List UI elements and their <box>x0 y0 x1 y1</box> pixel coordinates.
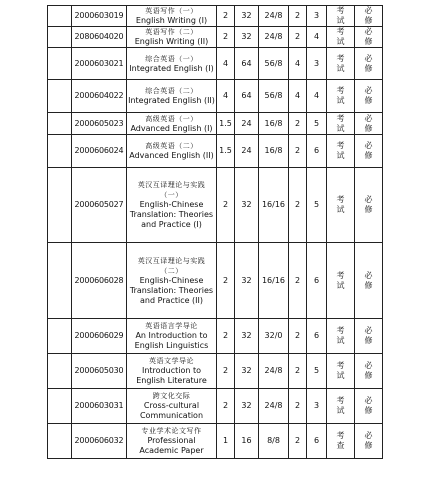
course-name-english: Integrated English (II) <box>128 96 215 105</box>
course-type-cell <box>355 27 383 48</box>
hours-cell: 24 <box>235 113 259 135</box>
semester-cell: 3 <box>307 389 327 424</box>
course-type-text: 必修 <box>364 141 373 160</box>
course-name-chinese: 英语写作（一） <box>145 7 198 15</box>
course-type-text: 必修 <box>364 53 373 73</box>
hours-split-cell: 56/8 <box>259 80 289 113</box>
hours-cell: 32 <box>235 319 259 354</box>
table-row <box>48 6 383 27</box>
exam-type-cell <box>327 135 355 168</box>
exam-type-cell <box>327 243 355 319</box>
table-row <box>48 168 383 243</box>
course-code-cell: 2000606032 <box>72 424 127 459</box>
exam-type-text: 考试 <box>336 195 345 214</box>
exam-type-cell <box>327 80 355 113</box>
blank-cell <box>48 243 72 319</box>
exam-type-text: 考试 <box>336 396 345 415</box>
blank-cell <box>48 80 72 113</box>
semester-cell: 6 <box>307 135 327 168</box>
course-name-chinese: 高级英语（二） <box>145 142 198 150</box>
course-name-english: Advanced English (II) <box>129 151 214 160</box>
value-cell-a: 2 <box>289 168 307 243</box>
course-name-cell <box>127 113 217 135</box>
course-type-cell <box>355 319 383 354</box>
blank-cell <box>48 389 72 424</box>
course-type-cell <box>355 168 383 243</box>
blank-cell <box>48 319 72 354</box>
hours-cell: 24 <box>235 135 259 168</box>
exam-type-text: 考试 <box>336 27 345 46</box>
credit-cell: 2 <box>217 6 235 27</box>
value-cell-a: 2 <box>289 389 307 424</box>
exam-type-cell <box>327 389 355 424</box>
hours-cell: 64 <box>235 80 259 113</box>
course-name-chinese: 英汉互译理论与实践（二） <box>137 256 206 275</box>
exam-type-text: 考试 <box>336 6 345 25</box>
value-cell-a: 4 <box>289 80 307 113</box>
credit-cell: 1.5 <box>217 135 235 168</box>
hours-cell: 16 <box>235 424 259 459</box>
hours-cell: 32 <box>235 243 259 319</box>
hours-split-cell: 56/8 <box>259 48 289 80</box>
course-name-cell <box>127 389 217 424</box>
course-type-cell <box>355 424 383 459</box>
course-name-english: English Writing (I) <box>135 16 208 25</box>
course-name-cell <box>127 319 217 354</box>
course-name-english: English-Chinese Translation: Theories and Practice (I) <box>129 200 214 229</box>
hours-cell: 32 <box>235 354 259 389</box>
course-code-cell: 2000606029 <box>72 319 127 354</box>
semester-cell: 6 <box>307 424 327 459</box>
course-name-chinese: 英语文学导论 <box>149 357 194 365</box>
course-name-english: Integrated English (I) <box>129 63 214 73</box>
course-name-chinese: 高级英语（一） <box>145 114 198 123</box>
blank-cell <box>48 135 72 168</box>
course-code-cell: 2080604020 <box>72 27 127 48</box>
exam-type-text: 考试 <box>336 361 345 380</box>
table-row <box>48 135 383 168</box>
blank-cell <box>48 168 72 243</box>
semester-cell: 4 <box>307 80 327 113</box>
course-name-cell <box>127 48 217 80</box>
table-row <box>48 48 383 80</box>
course-type-cell <box>355 354 383 389</box>
table-row <box>48 354 383 389</box>
semester-cell: 5 <box>307 354 327 389</box>
semester-cell: 5 <box>307 168 327 243</box>
course-name-cell <box>127 135 217 168</box>
exam-type-cell <box>327 168 355 243</box>
course-type-text: 必修 <box>364 86 373 105</box>
exam-type-cell <box>327 6 355 27</box>
course-name-cell <box>127 424 217 459</box>
exam-type-cell <box>327 319 355 354</box>
hours-split-cell: 24/8 <box>259 6 289 27</box>
course-name-english: An Introduction to English Linguistics <box>134 331 209 350</box>
table-row <box>48 80 383 113</box>
course-name-english: Cross-cultural Communication <box>139 401 204 420</box>
semester-cell: 3 <box>307 48 327 80</box>
table-row <box>48 424 383 459</box>
hours-split-cell: 32/0 <box>259 319 289 354</box>
hours-cell: 32 <box>235 27 259 48</box>
exam-type-text: 考试 <box>336 141 345 160</box>
course-type-text: 必修 <box>364 361 373 380</box>
course-code-cell: 2000605023 <box>72 113 127 135</box>
course-name-chinese: 英语语言学导论 <box>145 322 198 330</box>
course-code-cell: 2000603031 <box>72 389 127 424</box>
course-type-text: 必修 <box>364 396 373 415</box>
course-type-text: 必修 <box>364 270 373 290</box>
blank-cell <box>48 48 72 80</box>
hours-split-cell: 24/8 <box>259 389 289 424</box>
course-name-chinese: 专业学术论文写作 <box>141 427 202 435</box>
course-type-text: 必修 <box>364 27 373 46</box>
exam-type-text: 考试 <box>336 113 345 133</box>
semester-cell: 6 <box>307 319 327 354</box>
value-cell-a: 2 <box>289 354 307 389</box>
value-cell-a: 2 <box>289 319 307 354</box>
exam-type-cell <box>327 113 355 135</box>
course-name-chinese: 综合英语（一） <box>145 54 198 63</box>
table-row <box>48 243 383 319</box>
course-name-chinese: 英汉互译理论与实践（一） <box>137 181 206 199</box>
semester-cell: 6 <box>307 243 327 319</box>
course-name-cell <box>127 354 217 389</box>
course-name-chinese: 英语写作（二） <box>145 28 198 36</box>
course-code-cell: 2000606024 <box>72 135 127 168</box>
credit-cell: 1.5 <box>217 113 235 135</box>
hours-split-cell: 8/8 <box>259 424 289 459</box>
blank-cell <box>48 354 72 389</box>
hours-cell: 32 <box>235 6 259 27</box>
exam-type-cell <box>327 48 355 80</box>
value-cell-a: 4 <box>289 48 307 80</box>
course-type-cell <box>355 113 383 135</box>
course-type-text: 必修 <box>364 195 373 214</box>
course-type-cell <box>355 135 383 168</box>
hours-split-cell: 16/16 <box>259 168 289 243</box>
credit-cell: 1 <box>217 424 235 459</box>
exam-type-cell <box>327 354 355 389</box>
hours-split-cell: 16/16 <box>259 243 289 319</box>
exam-type-text: 考试 <box>336 326 345 345</box>
credit-cell: 4 <box>217 80 235 113</box>
course-name-chinese: 综合英语（二） <box>145 87 198 95</box>
semester-cell: 4 <box>307 27 327 48</box>
hours-cell: 64 <box>235 48 259 80</box>
course-type-cell <box>355 80 383 113</box>
course-code-cell: 2000605030 <box>72 354 127 389</box>
course-code-cell: 2000606028 <box>72 243 127 319</box>
exam-type-text: 考试 <box>336 53 345 73</box>
course-name-cell <box>127 6 217 27</box>
semester-cell: 5 <box>307 113 327 135</box>
blank-cell <box>48 424 72 459</box>
course-name-english: Introduction to English Literature <box>136 366 207 385</box>
hours-cell: 32 <box>235 389 259 424</box>
course-type-cell <box>355 389 383 424</box>
value-cell-a: 2 <box>289 113 307 135</box>
course-table-body <box>48 6 383 459</box>
exam-type-cell <box>327 27 355 48</box>
exam-type-text: 考查 <box>336 431 345 450</box>
table-row <box>48 113 383 135</box>
value-cell-a: 2 <box>289 27 307 48</box>
course-name-cell <box>127 80 217 113</box>
course-code-cell: 2000603019 <box>72 6 127 27</box>
credit-cell: 2 <box>217 319 235 354</box>
credit-cell: 2 <box>217 243 235 319</box>
exam-type-text: 考试 <box>336 86 345 105</box>
value-cell-a: 2 <box>289 243 307 319</box>
exam-type-cell <box>327 424 355 459</box>
credit-cell: 2 <box>217 168 235 243</box>
credit-cell: 2 <box>217 354 235 389</box>
course-name-english: English-Chinese Translation: Theories and Practice (II) <box>129 275 214 305</box>
credit-cell: 4 <box>217 48 235 80</box>
course-code-cell: 2000605027 <box>72 168 127 243</box>
course-name-cell <box>127 168 217 243</box>
table-row <box>48 319 383 354</box>
course-name-english: Advanced English (I) <box>130 123 213 133</box>
hours-split-cell: 24/8 <box>259 27 289 48</box>
value-cell-a: 2 <box>289 424 307 459</box>
course-type-cell <box>355 48 383 80</box>
course-type-cell <box>355 243 383 319</box>
course-name-english: English Writing (II) <box>134 37 209 46</box>
blank-cell <box>48 6 72 27</box>
value-cell-a: 2 <box>289 135 307 168</box>
course-type-text: 必修 <box>364 6 373 25</box>
table-row <box>48 389 383 424</box>
exam-type-text: 考试 <box>336 270 345 290</box>
course-code-cell: 2000604022 <box>72 80 127 113</box>
course-table <box>47 5 383 459</box>
table-row <box>48 27 383 48</box>
hours-split-cell: 16/8 <box>259 113 289 135</box>
blank-cell <box>48 113 72 135</box>
course-name-chinese: 跨文化交际 <box>152 392 191 400</box>
course-name-cell <box>127 27 217 48</box>
hours-split-cell: 16/8 <box>259 135 289 168</box>
blank-cell <box>48 27 72 48</box>
value-cell-a: 2 <box>289 6 307 27</box>
credit-cell: 2 <box>217 389 235 424</box>
course-name-cell <box>127 243 217 319</box>
course-type-text: 必修 <box>364 113 373 133</box>
semester-cell: 3 <box>307 6 327 27</box>
hours-cell: 32 <box>235 168 259 243</box>
course-type-text: 必修 <box>364 326 373 345</box>
course-code-cell: 2000603021 <box>72 48 127 80</box>
course-name-english: Professional Academic Paper <box>139 436 204 455</box>
course-type-text: 必修 <box>364 431 373 450</box>
credit-cell: 2 <box>217 27 235 48</box>
hours-split-cell: 24/8 <box>259 354 289 389</box>
course-type-cell <box>355 6 383 27</box>
